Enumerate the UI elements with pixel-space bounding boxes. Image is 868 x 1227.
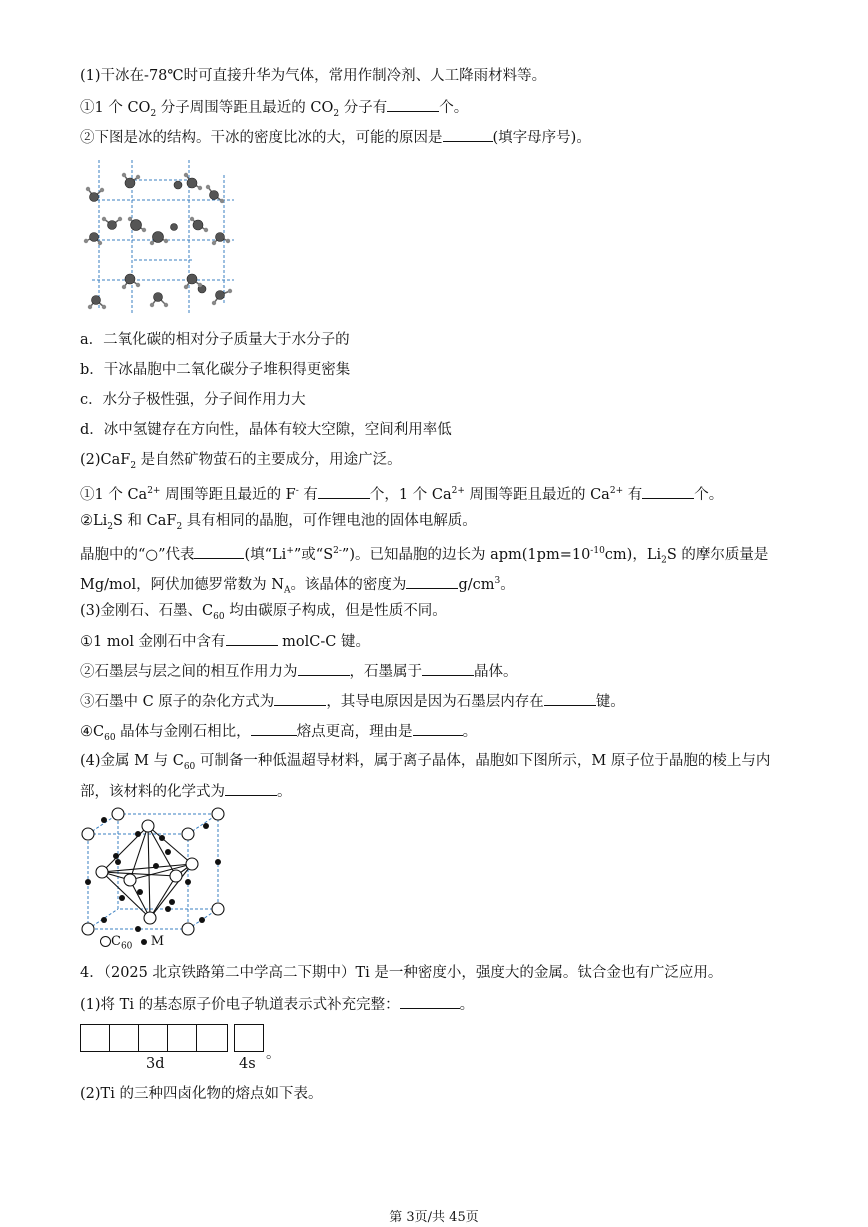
q4-part1: (1)将 Ti 的基态原子价电子轨道表示式补充完整： 。 bbox=[80, 994, 474, 1015]
answer-blank bbox=[274, 691, 326, 706]
question-4-heading: 4．（2025 北京铁路第二中学高二下期中）Ti 是一种密度小，强度大的金属。钛合金也有广泛应用。 bbox=[80, 965, 723, 981]
answer-blank bbox=[298, 661, 350, 676]
q3-part4-line2: 部，该材料的化学式为 。 bbox=[80, 781, 292, 802]
answer-blank bbox=[387, 97, 439, 112]
answer-blank bbox=[225, 781, 277, 796]
answer-blank bbox=[443, 127, 493, 142]
label-4s: 4s bbox=[239, 1056, 256, 1072]
answer-blank bbox=[318, 484, 370, 499]
q3-part4-line1: (4)金属 M 与 $C_{60}$ 可制备一种低温超导材料，属于离子晶体，晶胞如下图所示，M 原子位于晶胞的棱上与内 bbox=[80, 753, 771, 772]
option-c: c．水分子极性强，分子间作用力大 bbox=[80, 392, 306, 408]
answer-blank bbox=[406, 574, 458, 589]
figure-legend: $C_{60}$ M bbox=[100, 932, 164, 957]
m-legend-icon bbox=[141, 939, 147, 945]
answer-blank bbox=[400, 994, 460, 1009]
q3-part2-q4: Mg/mol，阿伏加德罗常数为 $N_A$。该晶体的密度为 $g/cm^3$。 bbox=[80, 571, 515, 601]
q3-part3-q4: $④C_{60}$ 晶体与金刚石相比， 熔点更高，理由是 。 bbox=[80, 721, 477, 748]
option-a: a．二氧化碳的相对分子质量大于水分子的 bbox=[80, 332, 350, 348]
q3-part3-intro: (3)金刚石、石墨、$C_{60}$ 均由碳原子构成，但是性质不同。 bbox=[80, 603, 447, 622]
q3-part1-q1: ①1 个 $CO_2$ 分子周围等距且最近的 $CO_2$ 分子有 个。 bbox=[80, 97, 468, 124]
q3-part1-intro: (1)干冰在-78℃时可直接升华为气体，常用作制冷剂、人工降雨材料等。 bbox=[80, 68, 547, 84]
label-3d: 3d bbox=[146, 1056, 165, 1072]
orbital-3d-boxes bbox=[80, 1024, 228, 1052]
answer-blank bbox=[422, 661, 474, 676]
q3-part2-intro: (2)CaF$_2$ 是自然矿物萤石的主要成分，用途广泛。 bbox=[80, 452, 402, 471]
answer-blank bbox=[194, 544, 244, 559]
answer-blank bbox=[413, 721, 463, 736]
ice-structure-figure bbox=[74, 155, 244, 320]
orbital-end-mark: 。 bbox=[266, 1046, 281, 1062]
c60-crystal-cell-figure bbox=[76, 806, 226, 948]
option-b: b．干冰晶胞中二氧化碳分子堆积得更密集 bbox=[80, 362, 351, 378]
option-d: d．冰中氢键存在方向性，晶体有较大空隙，空间利用率低 bbox=[80, 422, 452, 438]
page-footer: 第 3页/共 45页 bbox=[389, 1210, 479, 1225]
answer-blank bbox=[544, 691, 596, 706]
q3-part3-q3: ③石墨中 C 原子的杂化方式为 ，其导电原因是因为石墨层内存在 键。 bbox=[80, 691, 625, 712]
q3-part2-q2: $②Li_2S$ 和 CaF$_2$ 具有相同的晶胞，可作锂电池的固体电解质。 bbox=[80, 513, 477, 532]
answer-blank bbox=[642, 484, 694, 499]
c60-legend-icon bbox=[100, 936, 111, 947]
q3-part1-q2: ②下图是冰的结构。干冰的密度比冰的大，可能的原因是 (填字母序号)。 bbox=[80, 127, 591, 148]
q4-part2: (2)Ti 的三种四卤化物的熔点如下表。 bbox=[80, 1086, 323, 1102]
q3-part3-q2: ②石墨层与层之间的相互作用力为 ，石墨属于 晶体。 bbox=[80, 661, 518, 682]
orbital-4s-box bbox=[234, 1024, 264, 1052]
q3-part3-q1: ①1 mol 金刚石中含有 molC-C 键。 bbox=[80, 631, 370, 652]
answer-blank bbox=[251, 721, 297, 736]
q3-part2-q3: 晶胞中的“○”代表 (填“Li+”或“$S^{2-}$”)。已知晶胞的边长为 $apm(1pm=10^{-10}cm)$，$Li_2S$ 的摩尔质量是 bbox=[80, 541, 768, 571]
q3-part2-q1: ①1 个 $Ca^{2+}$ 周围等距且最近的 F- 有 个，1 个 $Ca^{2+}$ 周围等距且最近的 $Ca^{2+}$ 有 个。 bbox=[80, 481, 723, 505]
answer-blank bbox=[226, 631, 278, 646]
